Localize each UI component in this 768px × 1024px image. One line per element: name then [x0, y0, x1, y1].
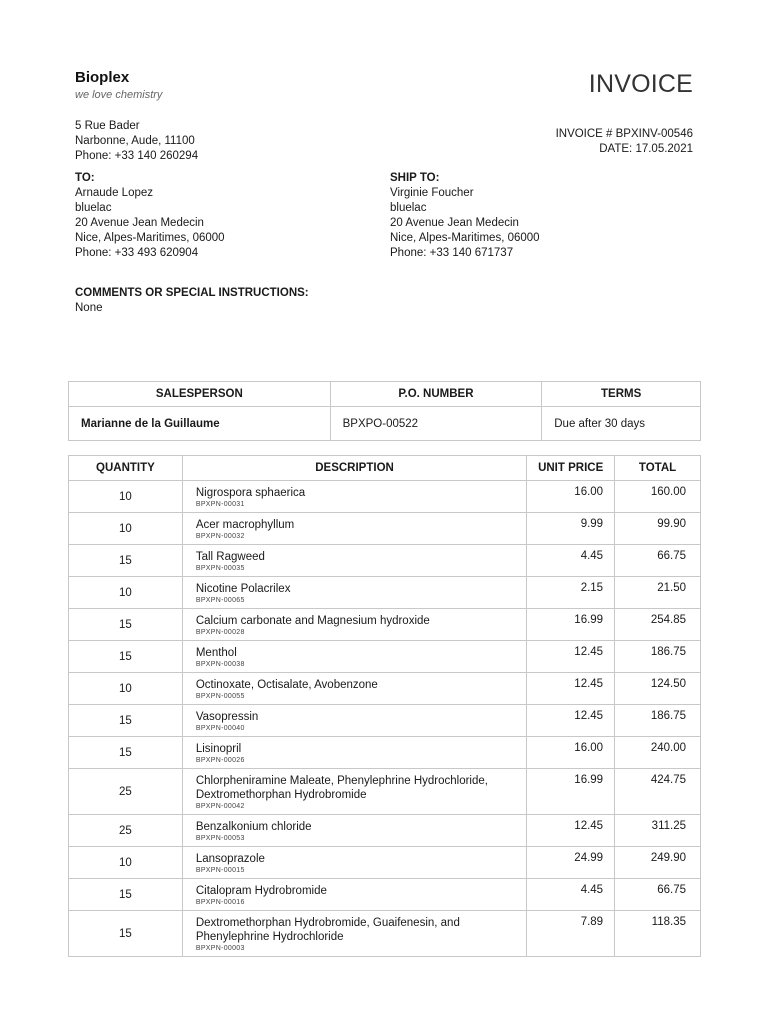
- item-unit-price: 24.99: [527, 847, 615, 879]
- item-description: Vasopressin: [195, 711, 259, 723]
- item-part-number: BPXPN-00035: [195, 565, 245, 572]
- item-description-cell: [182, 879, 526, 911]
- table-row: [69, 673, 701, 705]
- item-unit-price: 16.00: [527, 481, 615, 513]
- item-description: Octinoxate, Octisalate, Avobenzone: [195, 679, 378, 691]
- quantity-header: QUANTITY: [69, 456, 183, 481]
- item-quantity: 15: [69, 545, 183, 577]
- address-phone: Phone: +33 140 260294: [75, 150, 199, 162]
- item-part-number: BPXPN-00016: [195, 899, 245, 906]
- company-tagline: we love chemistry: [75, 89, 163, 101]
- item-description-cell: [182, 673, 526, 705]
- item-description: Benzalkonium chloride: [195, 821, 312, 833]
- bill-to-line: Nice, Alpes-Maritimes, 06000: [75, 232, 225, 244]
- table-row: [69, 705, 701, 737]
- table-row: [69, 769, 701, 815]
- item-description-cell: [182, 705, 526, 737]
- item-total: 424.75: [615, 769, 701, 815]
- item-part-number: BPXPN-00042: [195, 803, 245, 810]
- ship-to-line: Virginie Foucher: [390, 187, 474, 199]
- po-number-header: P.O. NUMBER: [330, 382, 542, 407]
- item-description-cell: [182, 737, 526, 769]
- table-row: [69, 481, 701, 513]
- item-quantity: 10: [69, 513, 183, 545]
- po-number-value: BPXPO-00522: [330, 407, 542, 441]
- item-unit-price: 12.45: [527, 641, 615, 673]
- description-header: DESCRIPTION: [182, 456, 526, 481]
- total-header: TOTAL: [615, 456, 701, 481]
- item-description-cell: [182, 577, 526, 609]
- line-items-table: [68, 455, 701, 957]
- ship-to-label: SHIP TO:: [390, 172, 440, 184]
- item-total: 99.90: [615, 513, 701, 545]
- items-body: [69, 481, 701, 957]
- item-description: Calcium carbonate and Magnesium hydroxide: [195, 615, 430, 627]
- item-description-cell: [182, 815, 526, 847]
- ship-to-line: Phone: +33 140 671737: [390, 247, 514, 259]
- item-description-cell: [182, 641, 526, 673]
- item-description: Acer macrophyllum: [195, 519, 295, 531]
- table-row: [69, 815, 701, 847]
- table-row: [69, 609, 701, 641]
- item-description: Lansoprazole: [195, 853, 265, 865]
- item-unit-price: 7.89: [527, 911, 615, 957]
- item-unit-price: 4.45: [527, 545, 615, 577]
- item-unit-price: 16.99: [527, 609, 615, 641]
- item-quantity: 25: [69, 815, 183, 847]
- item-description: Dextromethorphan Hydrobromide, Guaifenesin, and Phenylephrine Hydrochloride: [195, 917, 460, 943]
- item-unit-price: 12.45: [527, 673, 615, 705]
- item-description-cell: [182, 769, 526, 815]
- ship-to-line: Nice, Alpes-Maritimes, 06000: [390, 232, 540, 244]
- item-quantity: 15: [69, 911, 183, 957]
- document-title: INVOICE: [588, 70, 693, 98]
- item-total: 21.50: [615, 577, 701, 609]
- item-quantity: 15: [69, 737, 183, 769]
- item-total: 240.00: [615, 737, 701, 769]
- item-part-number: BPXPN-00003: [195, 945, 245, 952]
- terms-value: Due after 30 days: [542, 407, 701, 441]
- item-unit-price: 9.99: [527, 513, 615, 545]
- bill-to-line: Arnaude Lopez: [75, 187, 154, 199]
- item-quantity: 10: [69, 847, 183, 879]
- table-row: [69, 847, 701, 879]
- company-name: Bioplex: [75, 69, 130, 86]
- item-description: Tall Ragweed: [195, 551, 265, 563]
- item-part-number: BPXPN-00053: [195, 835, 245, 842]
- item-description: Chlorpheniramine Maleate, Phenylephrine Hydrochloride, Dextromethorphan Hydrobromide: [195, 775, 488, 801]
- item-total: 186.75: [615, 705, 701, 737]
- item-part-number: BPXPN-00065: [195, 597, 245, 604]
- item-part-number: BPXPN-00015: [195, 867, 245, 874]
- item-total: 160.00: [615, 481, 701, 513]
- item-unit-price: 4.45: [527, 879, 615, 911]
- table-row: [69, 737, 701, 769]
- sales-info-table: [68, 381, 701, 441]
- item-total: 186.75: [615, 641, 701, 673]
- item-quantity: 15: [69, 879, 183, 911]
- item-description-cell: [182, 847, 526, 879]
- items-header-row: [69, 456, 701, 481]
- item-description-cell: [182, 481, 526, 513]
- item-part-number: BPXPN-00055: [195, 693, 245, 700]
- bill-to-label: TO:: [75, 172, 95, 184]
- unit-price-header: UNIT PRICE: [527, 456, 615, 481]
- comments-label: COMMENTS OR SPECIAL INSTRUCTIONS:: [75, 287, 309, 299]
- item-quantity: 15: [69, 641, 183, 673]
- item-description-cell: [182, 513, 526, 545]
- item-quantity: 15: [69, 609, 183, 641]
- table-row: [69, 641, 701, 673]
- item-quantity: 25: [69, 769, 183, 815]
- item-description-cell: [182, 911, 526, 957]
- comments-value: None: [75, 302, 103, 314]
- item-description: Nigrospora sphaerica: [195, 487, 306, 499]
- item-unit-price: 12.45: [527, 815, 615, 847]
- sales-header-row: [69, 382, 701, 407]
- item-part-number: BPXPN-00032: [195, 533, 245, 540]
- item-description-cell: [182, 545, 526, 577]
- invoice-date: DATE: 17.05.2021: [599, 143, 693, 155]
- item-total: 249.90: [615, 847, 701, 879]
- item-part-number: BPXPN-00040: [195, 725, 245, 732]
- company-address: [75, 119, 198, 164]
- item-total: 118.35: [615, 911, 701, 957]
- sales-value-row: [69, 407, 701, 441]
- invoice-number: INVOICE # BPXINV-00546: [555, 128, 693, 140]
- item-part-number: BPXPN-00031: [195, 501, 245, 508]
- item-description-cell: [182, 609, 526, 641]
- item-total: 311.25: [615, 815, 701, 847]
- address-line: 5 Rue Bader: [75, 120, 140, 132]
- item-description: Lisinopril: [195, 743, 242, 755]
- item-unit-price: 2.15: [527, 577, 615, 609]
- item-total: 254.85: [615, 609, 701, 641]
- item-quantity: 10: [69, 577, 183, 609]
- bill-to-line: 20 Avenue Jean Medecin: [75, 217, 204, 229]
- item-total: 124.50: [615, 673, 701, 705]
- ship-to-line: 20 Avenue Jean Medecin: [390, 217, 519, 229]
- table-row: [69, 577, 701, 609]
- salesperson-value: Marianne de la Guillaume: [69, 407, 331, 441]
- table-row: [69, 545, 701, 577]
- bill-to-line: bluelac: [75, 202, 112, 214]
- table-row: [69, 513, 701, 545]
- item-total: 66.75: [615, 545, 701, 577]
- comments-block: [75, 286, 309, 316]
- ship-to-line: bluelac: [390, 202, 427, 214]
- bill-to-line: Phone: +33 493 620904: [75, 247, 199, 259]
- item-total: 66.75: [615, 879, 701, 911]
- address-line: Narbonne, Aude, 11100: [75, 135, 195, 147]
- item-description: Citalopram Hydrobromide: [195, 885, 327, 897]
- item-quantity: 10: [69, 481, 183, 513]
- bill-to-block: [75, 171, 375, 261]
- item-unit-price: 16.00: [527, 737, 615, 769]
- item-part-number: BPXPN-00026: [195, 757, 245, 764]
- item-part-number: BPXPN-00038: [195, 661, 245, 668]
- item-part-number: BPXPN-00028: [195, 629, 245, 636]
- salesperson-header: SALESPERSON: [69, 382, 331, 407]
- table-row: [69, 879, 701, 911]
- item-description: Nicotine Polacrilex: [195, 583, 291, 595]
- terms-header: TERMS: [542, 382, 701, 407]
- item-unit-price: 16.99: [527, 769, 615, 815]
- item-unit-price: 12.45: [527, 705, 615, 737]
- item-quantity: 15: [69, 705, 183, 737]
- item-quantity: 10: [69, 673, 183, 705]
- table-row: [69, 911, 701, 957]
- invoice-meta: [556, 127, 693, 157]
- item-description: Menthol: [195, 647, 237, 659]
- ship-to-block: [390, 171, 690, 261]
